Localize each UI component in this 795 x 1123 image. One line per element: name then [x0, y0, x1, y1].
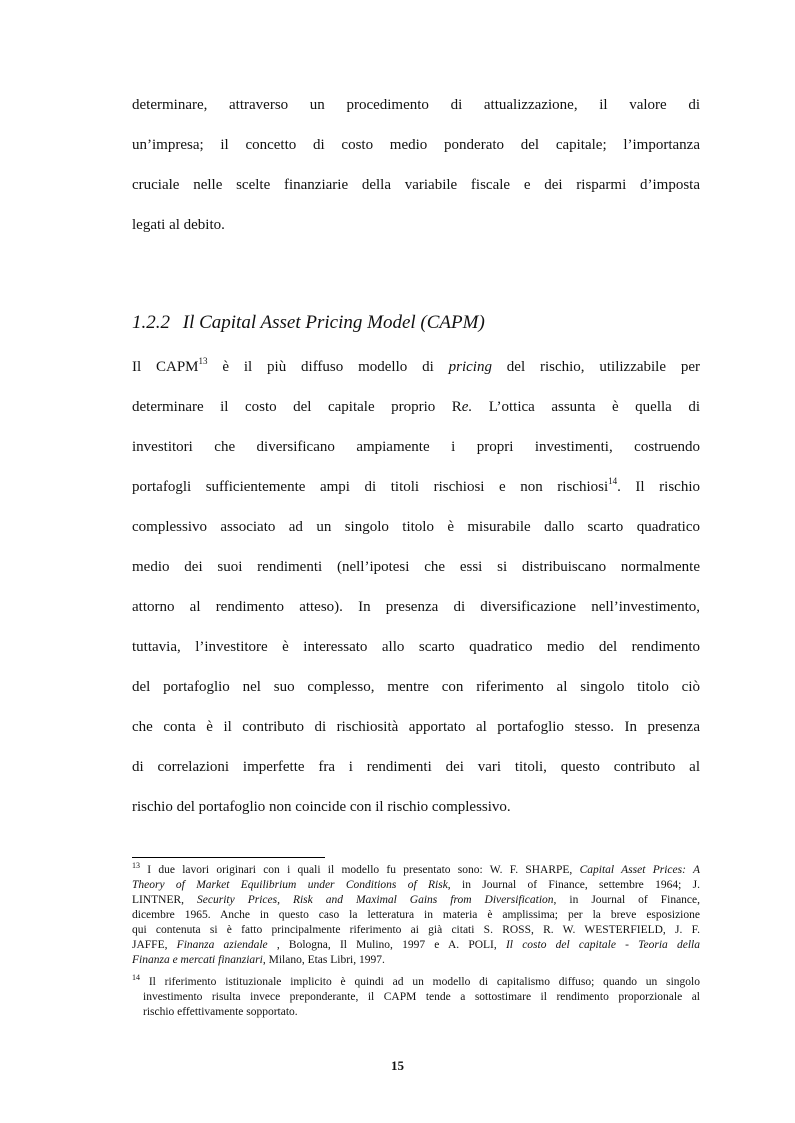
paragraph-line: investitori che diversificano ampiamente i propri investimenti, costruendo	[132, 439, 700, 455]
paragraph-line	[132, 357, 700, 377]
paragraph-line: del portafoglio nel suo complesso, mentre con riferimento al singolo titolo ciò	[132, 679, 700, 695]
paragraph-line	[132, 397, 700, 417]
footnote-line	[132, 953, 700, 968]
intro-line: legati al debito.	[132, 217, 225, 233]
page-number: 15	[391, 1058, 404, 1073]
intro-line: cruciale nelle scelte finanziarie della variabile fiscale e dei risparmi d’imposta	[132, 177, 700, 193]
emphasis-re: e.	[461, 399, 473, 415]
emphasis-pricing: pricing	[448, 359, 492, 375]
citation-title: Security Prices, Risk and Maximal Gains from Diversification	[197, 894, 554, 906]
footnote-line	[132, 893, 700, 908]
text-run: JAFFE,	[132, 939, 177, 951]
paragraph-line: attorno al rendimento atteso). In presenza di diversificazione nell’investimento,	[132, 599, 700, 615]
text-run: , in Journal of Finance, settembre 1964; J.	[447, 879, 700, 891]
footnote-ref-14[interactable]: 14	[608, 476, 618, 486]
footnote-line	[132, 863, 700, 878]
citation-title: Il costo del capitale - Teoria della	[505, 939, 700, 951]
footnote-line: rischio effettivamente sopportato.	[143, 1006, 298, 1018]
footnote-mark: 14	[132, 973, 140, 982]
paragraph-line: complessivo associato ad un singolo titolo è misurabile dallo scarto quadratico	[132, 519, 700, 535]
text-run: , Bologna, Il Mulino, 1997 e A. POLI,	[267, 939, 506, 951]
paragraph-line: tuttavia, l’investitore è interessato allo scarto quadratico medio del rendimento	[132, 639, 700, 655]
footnote-line: qui contenuta si è fatto principalmente riferimento ai già citati S. ROSS, R. W. WESTERFIELD, J. F.	[132, 924, 700, 936]
footnote-line	[132, 878, 700, 893]
footnote-separator	[132, 857, 325, 858]
footnote-line	[132, 975, 700, 990]
text-run: è il più diffuso modello di	[207, 359, 449, 375]
text-run: L’ottica assunta è quella di	[472, 399, 700, 415]
paragraph-line: che conta è il contributo di rischiosità apportato al portafoglio stesso. In presenza	[132, 719, 700, 735]
text-run: del rischio, utilizzabile per	[491, 359, 700, 375]
intro-line: un’impresa; il concetto di costo medio ponderato del capitale; l’importanza	[132, 137, 700, 153]
section-title: Il Capital Asset Pricing Model (CAPM)	[182, 312, 485, 333]
paragraph-line: medio dei suoi rendimenti (nell’ipotesi che essi si distribuiscano normalmente	[132, 559, 700, 575]
intro-line: determinare, attraverso un procedimento di attualizzazione, il valore di	[132, 97, 700, 113]
text-run: Il riferimento istituzionale implicito è quindi ad un modello di capitalismo diffuso; quando un singolo	[140, 976, 700, 988]
footnote-mark: 13	[132, 861, 140, 870]
footnote-ref-13[interactable]: 13	[198, 356, 208, 366]
text-run: , Milano, Etas Libri, 1997.	[262, 954, 385, 966]
text-run: determinare il costo del capitale proprio R	[132, 399, 462, 415]
text-run: . Il rischio	[617, 479, 700, 495]
text-run: Il CAPM	[132, 359, 199, 375]
paragraph-line: rischio del portafoglio non coincide con il rischio complessivo.	[132, 799, 511, 815]
citation-title: Theory of Market Equilibrium under Conditions of Risk	[132, 879, 448, 891]
text-run: I due lavori originari con i quali il modello fu presentato sono: W. F. SHARPE,	[140, 864, 580, 876]
section-heading	[132, 312, 485, 334]
paragraph-line	[132, 477, 700, 497]
paragraph-line: di correlazioni imperfette fra i rendimenti dei vari titoli, questo contributo al	[132, 759, 700, 775]
text-run: , in Journal of Finance,	[553, 894, 701, 906]
footnote-line	[132, 938, 700, 953]
footnote-line: investimento risulta invece preponderante, il CAPM tende a sottostimare il rendimento proporzionale al	[143, 991, 700, 1003]
citation-title: Finanza aziendale	[176, 939, 268, 951]
text-run: portafogli sufficientemente ampi di titoli rischiosi e non rischiosi	[132, 479, 609, 495]
footnote-line: dicembre 1965. Anche in questo caso la letteratura in materia è amplissima; per la breve esposizione	[132, 909, 700, 921]
citation-title: Capital Asset Prices: A	[579, 864, 700, 876]
citation-title: Finanza e mercati finanziari	[132, 954, 263, 966]
section-number: 1.2.2	[132, 312, 170, 333]
text-run: LINTNER,	[132, 894, 198, 906]
